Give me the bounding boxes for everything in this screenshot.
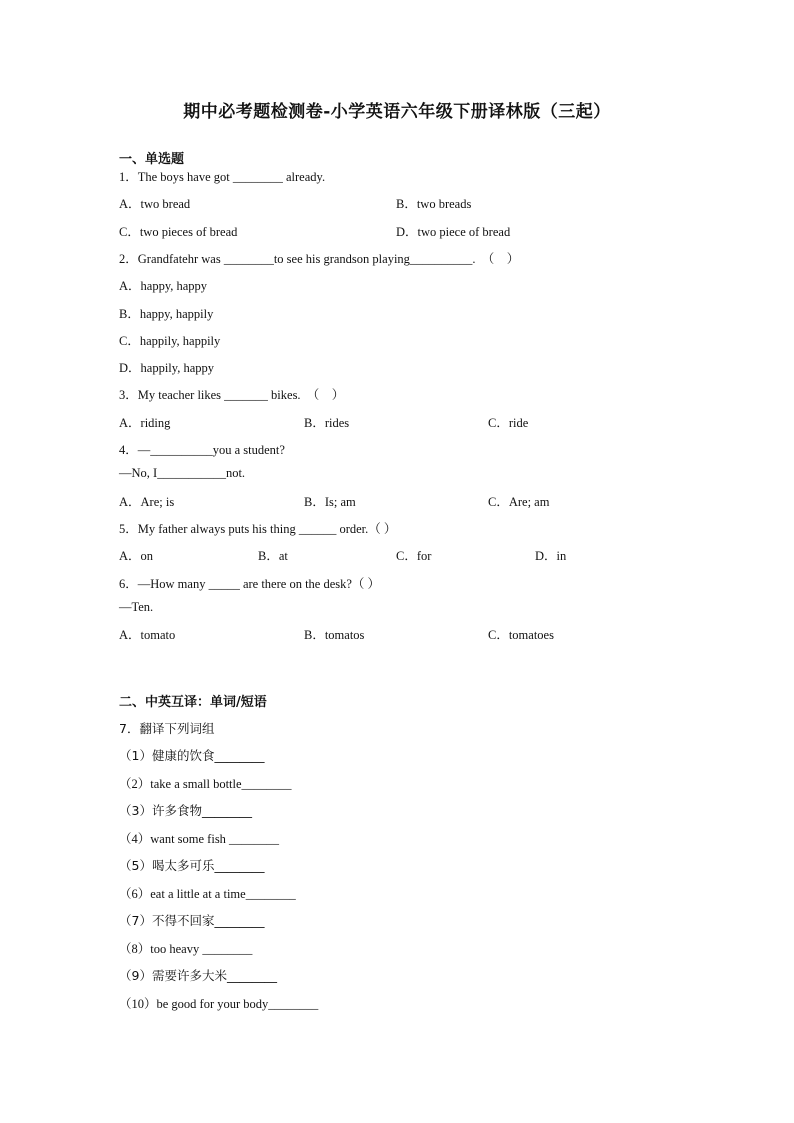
translation-item-7: （7）不得不回家________ — [119, 913, 265, 928]
question-1-option-a: A．two bread — [119, 197, 191, 211]
question-2-option-a: A．happy, happy — [119, 279, 208, 293]
translation-item-4: （4）want some fish ________ — [119, 832, 280, 846]
page-title: 期中必考题检测卷-小学英语六年级下册译林版（三起） — [183, 102, 611, 122]
translation-item-8: （8）too heavy ________ — [119, 942, 253, 956]
translation-item-3: （3）许多食物________ — [119, 803, 252, 818]
question-5-option-a: A．on — [119, 549, 154, 563]
section-heading-translation: 二、中英互译：单词/短语 — [119, 695, 267, 710]
translation-item-9: （9）需要许多大米________ — [119, 968, 277, 983]
question-5-option-c: C．for — [396, 549, 432, 563]
translation-item-6: （6）eat a little at a time________ — [119, 887, 296, 901]
question-5-option-b: B．at — [258, 549, 288, 563]
question-7-stem: 7．翻译下列词组 — [119, 721, 215, 736]
translation-item-2: （2）take a small bottle________ — [119, 777, 292, 791]
question-4-option-a: A．Are; is — [119, 495, 175, 509]
question-3-stem: 3．My teacher likes _______ bikes. （ ） — [119, 388, 345, 402]
question-6-stem: 6．—How many _____ are there on the desk?（ ） — [119, 577, 381, 591]
question-5-option-d: D．in — [535, 549, 567, 563]
translation-item-5: （5）喝太多可乐________ — [119, 858, 265, 873]
question-4-stem-line-2: —No, I___________not. — [119, 466, 246, 480]
question-1-option-c: C．two pieces of bread — [119, 225, 238, 239]
question-3-option-b: B．rides — [304, 416, 350, 430]
question-3-option-a: A．riding — [119, 416, 171, 430]
question-6-stem-line-2: —Ten. — [119, 600, 154, 614]
question-2-option-c: C．happily, happily — [119, 334, 221, 348]
question-6-option-c: C．tomatoes — [488, 628, 554, 642]
question-1-option-b: B．two breads — [396, 197, 472, 211]
question-1-option-d: D．two piece of bread — [396, 225, 511, 239]
question-4-stem: 4．—__________you a student? — [119, 443, 285, 457]
question-2-option-b: B．happy, happily — [119, 307, 214, 321]
translation-item-10: （10）be good for your body________ — [119, 997, 319, 1011]
question-2-option-d: D．happily, happy — [119, 361, 215, 375]
question-6-option-a: A．tomato — [119, 628, 176, 642]
section-heading-single-choice: 一、单选题 — [119, 152, 185, 167]
question-6-option-b: B．tomatos — [304, 628, 365, 642]
question-3-option-c: C．ride — [488, 416, 529, 430]
question-4-option-b: B．Is; am — [304, 495, 356, 509]
question-5-stem: 5．My father always puts his thing ______ order.（ ） — [119, 522, 397, 536]
question-2-stem: 2．Grandfatehr was ________to see his grandson playing__________. （ ） — [119, 252, 520, 266]
translation-item-1: （1）健康的饮食________ — [119, 748, 265, 763]
question-4-option-c: C．Are; am — [488, 495, 550, 509]
question-1-stem: 1．The boys have got ________ already. — [119, 170, 326, 184]
